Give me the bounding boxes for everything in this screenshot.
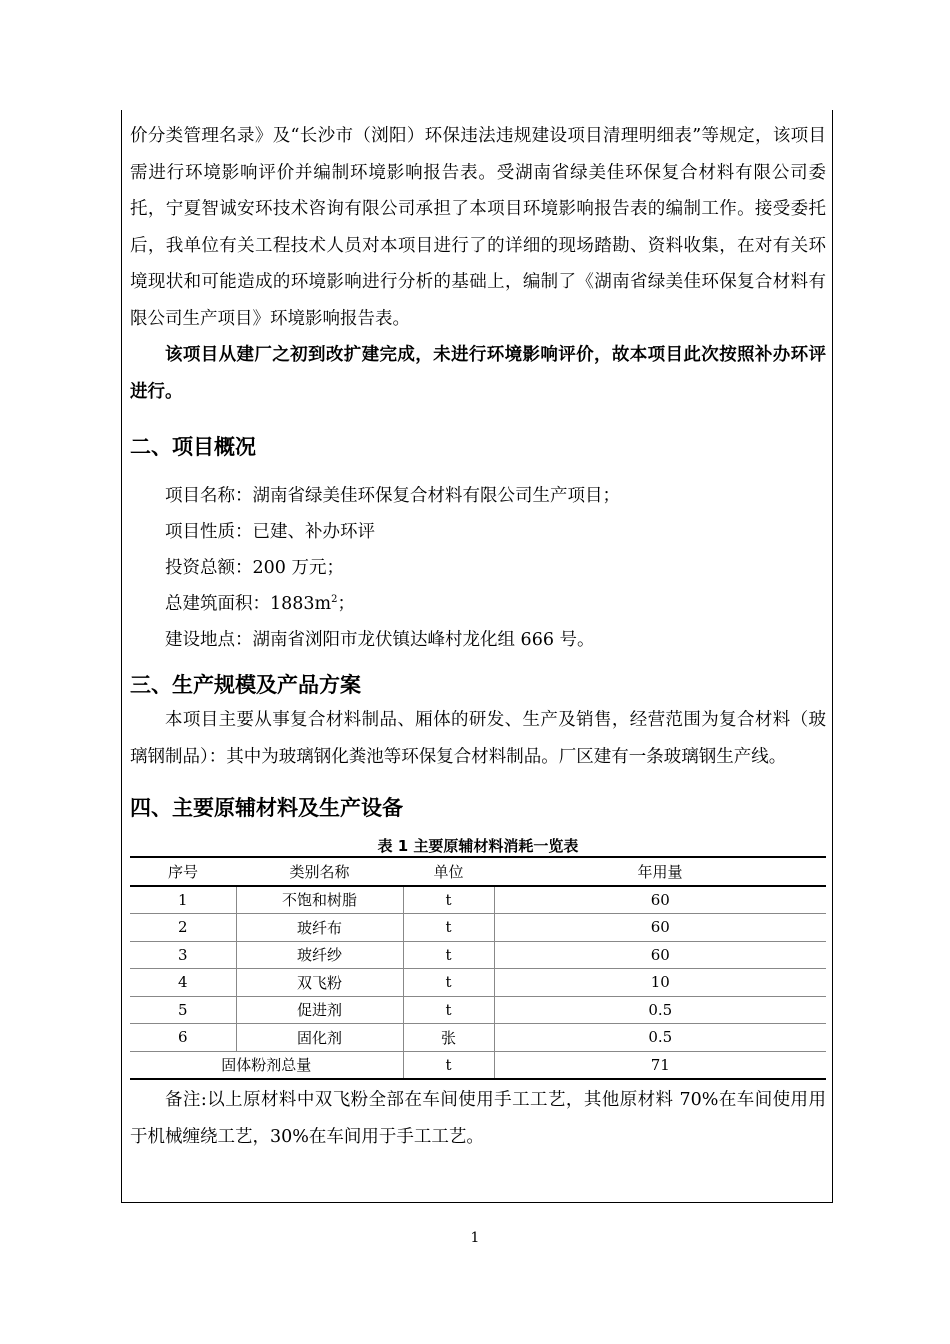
cell-usage: 60	[494, 914, 826, 942]
cell-usage: 0.5	[494, 996, 826, 1024]
materials-table	[130, 856, 826, 1080]
cell-name: 玻纤布	[236, 914, 403, 942]
cell-index: 1	[130, 886, 236, 914]
section3-heading: 三、生产规模及产品方案	[130, 673, 361, 697]
cell-name: 玻纤纱	[236, 941, 403, 969]
intro-paragraph: 价分类管理名录》及“长沙市（浏阳）环保违法违规建设项目清理明细表”等规定，该项目需进行环境影响评价并编制环境影响报告表。受湖南省绿美佳环保复合材料有限公司委托，宁夏智诚安环技术咨询有限公司承担了本项目环境影响报告表的编制工作。接受委托后，我单位有关工程技术人员对本项目进行了的详细的现场踏勘、资料收集，在对有关环境现状和可能造成的环境影响进行分析的基础上，编制了《湖南省绿美佳环保复合材料有限公司生产项目》环境影响报告表。	[130, 126, 826, 329]
section2-heading: 二、项目概况	[130, 435, 256, 459]
cell-usage: 60	[494, 941, 826, 969]
section3-paragraph: 本项目主要从事复合材料制品、厢体的研发、生产及销售，经营范围为复合材料（玻璃钢制品）：其中为玻璃钢化粪池等环保复合材料制品。厂区建有一条玻璃钢生产线。	[130, 710, 826, 767]
cell-unit: t	[403, 886, 494, 914]
table-note: 备注:以上原材料中双飞粉全部在车间使用手工工艺，其他原材料 70%在车间使用用于机械缠绕工艺，30%在车间用于手工工艺。	[130, 1090, 826, 1147]
table-row	[130, 914, 826, 942]
project-location: 建设地点：湖南省浏阳市龙伏镇达峰村龙化组 666 号。	[165, 630, 595, 650]
page-number: 1	[470, 1230, 480, 1246]
cell-index: 5	[130, 996, 236, 1024]
cell-index: 2	[130, 914, 236, 942]
table-row	[130, 886, 826, 914]
project-area-text: 总建筑面积：1883m	[165, 594, 332, 614]
project-area	[130, 586, 826, 622]
header-annual-usage: 年用量	[494, 857, 826, 886]
cell-usage: 60	[494, 886, 826, 914]
table-header-row	[130, 857, 826, 886]
table-row	[130, 1024, 826, 1052]
cell-index: 4	[130, 969, 236, 997]
cell-name: 双飞粉	[236, 969, 403, 997]
document-body	[130, 118, 826, 1155]
section4-heading: 四、主要原辅材料及生产设备	[130, 796, 403, 820]
table-row	[130, 941, 826, 969]
cell-unit: t	[403, 914, 494, 942]
cell-total-unit: t	[403, 1051, 494, 1079]
cell-total-value: 71	[494, 1051, 826, 1079]
cell-unit: t	[403, 996, 494, 1024]
project-nature: 项目性质：已建、补办环评	[165, 522, 375, 542]
project-name: 项目名称：湖南省绿美佳环保复合材料有限公司生产项目；	[165, 486, 620, 506]
table-caption: 表 1 主要原辅材料消耗一览表	[377, 837, 579, 855]
header-name: 类别名称	[236, 857, 403, 886]
cell-unit: 张	[403, 1024, 494, 1052]
table-row	[130, 969, 826, 997]
project-area-sup: 2	[331, 594, 338, 606]
cell-unit: t	[403, 941, 494, 969]
cell-total-label: 固体粉剂总量	[130, 1051, 403, 1079]
cell-index: 3	[130, 941, 236, 969]
project-investment: 投资总额：200 万元；	[165, 558, 344, 578]
intro-bold-paragraph: 该项目从建厂之初到改扩建完成，未进行环境影响评价，故本项目此次按照补办环评进行。	[130, 345, 826, 402]
cell-usage: 10	[494, 969, 826, 997]
project-area-suffix: ；	[337, 594, 356, 614]
cell-usage: 0.5	[494, 1024, 826, 1052]
table-row	[130, 996, 826, 1024]
header-index: 序号	[130, 857, 236, 886]
cell-unit: t	[403, 969, 494, 997]
header-unit: 单位	[403, 857, 494, 886]
cell-name: 固化剂	[236, 1024, 403, 1052]
cell-index: 6	[130, 1024, 236, 1052]
table-total-row	[130, 1051, 826, 1079]
cell-name: 促进剂	[236, 996, 403, 1024]
cell-name: 不饱和树脂	[236, 886, 403, 914]
project-overview	[130, 478, 826, 658]
